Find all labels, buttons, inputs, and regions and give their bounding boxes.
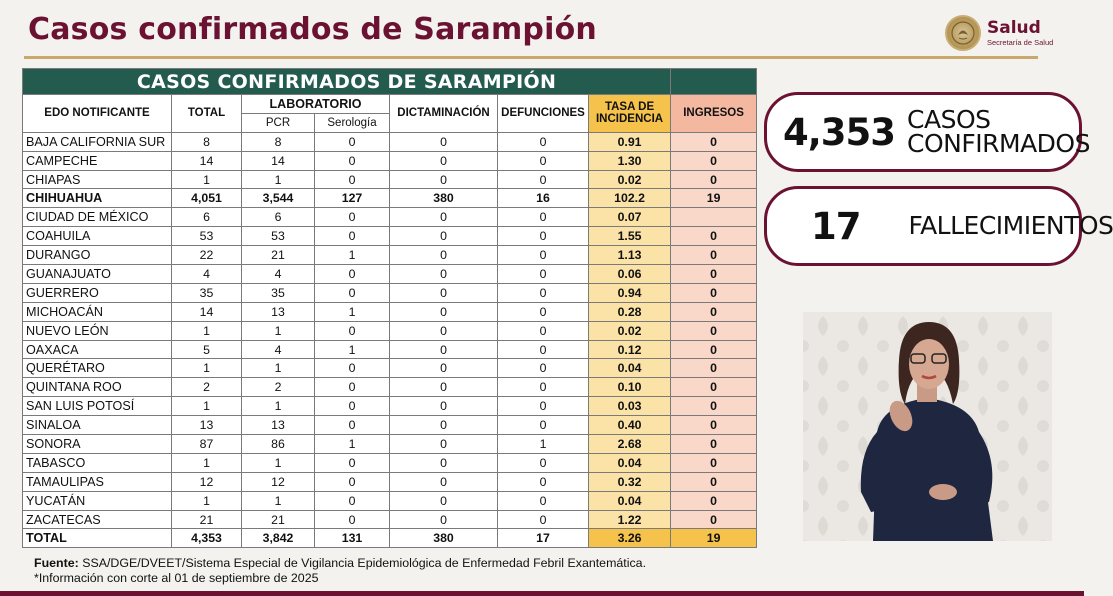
cell-pcr: 4 [242, 265, 315, 284]
cell-edo: QUINTANA ROO [23, 378, 172, 397]
cell-pcr: 53 [242, 227, 315, 246]
table-row [23, 265, 757, 284]
cell-pcr: 21 [242, 246, 315, 265]
cell-dictaminacion: 0 [390, 378, 498, 397]
cell-defunciones: 0 [498, 208, 589, 227]
col-header-serologia: Serología [315, 113, 390, 132]
cell-edo: GUERRERO [23, 283, 172, 302]
cell-defunciones: 0 [498, 170, 589, 189]
cell-defunciones: 0 [498, 359, 589, 378]
col-header-defunciones: DEFUNCIONES [498, 95, 589, 133]
cell-serologia: 0 [315, 378, 390, 397]
cell-dictaminacion: 0 [390, 397, 498, 416]
cell-ingresos: 0 [671, 397, 757, 416]
cell-tasa: 0.02 [589, 321, 671, 340]
cell-total: 12 [172, 472, 242, 491]
cell-total: 14 [172, 302, 242, 321]
cell-tasa: 0.07 [589, 208, 671, 227]
table-total-row [23, 529, 757, 548]
table-row [23, 208, 757, 227]
cell-pcr: 3,544 [242, 189, 315, 208]
cell-dictaminacion: 0 [390, 340, 498, 359]
cell-tasa: 0.04 [589, 359, 671, 378]
cell-defunciones: 0 [498, 472, 589, 491]
logo-subtitle: Secretaría de Salud [987, 37, 1054, 47]
cell-total: 4 [172, 265, 242, 284]
deaths-card [764, 186, 1113, 266]
cell-tasa: 0.40 [589, 416, 671, 435]
cell-tasa: 0.02 [589, 170, 671, 189]
cell-defunciones: 0 [498, 283, 589, 302]
confirmed-cases-number: 4,353 [783, 110, 896, 154]
cell-serologia: 0 [315, 416, 390, 435]
source-label: Fuente: [34, 556, 79, 570]
cell-tasa: 0.04 [589, 453, 671, 472]
cell-serologia: 0 [315, 491, 390, 510]
cell-serologia: 0 [315, 453, 390, 472]
cell-ingresos: 0 [671, 321, 757, 340]
cell-ingresos: 0 [671, 359, 757, 378]
cell-serologia: 0 [315, 472, 390, 491]
table-row [23, 378, 757, 397]
sign-language-interpreter-video [803, 312, 1052, 541]
cell-ingresos: 0 [671, 435, 757, 454]
table-row [23, 151, 757, 170]
cell-defunciones: 0 [498, 246, 589, 265]
cell-pcr: 4 [242, 340, 315, 359]
table-row [23, 510, 757, 529]
cell-pcr: 2 [242, 378, 315, 397]
page-title: Casos confirmados de Sarampión [28, 12, 597, 47]
table-row [23, 416, 757, 435]
source-line [34, 556, 646, 571]
cell-edo: YUCATÁN [23, 491, 172, 510]
cell-ingresos: 0 [671, 170, 757, 189]
cell-ingresos: 0 [671, 472, 757, 491]
cell-total: 22 [172, 246, 242, 265]
interpreter-image [803, 312, 1052, 541]
cell-pcr: 1 [242, 359, 315, 378]
cell-tasa: 0.28 [589, 302, 671, 321]
cell-total: 1 [172, 397, 242, 416]
cell-edo: NUEVO LEÓN [23, 321, 172, 340]
cell-dictaminacion: 0 [390, 151, 498, 170]
cell-defunciones: 0 [498, 453, 589, 472]
table-row [23, 472, 757, 491]
cell-total: 21 [172, 510, 242, 529]
cell-pcr: 1 [242, 491, 315, 510]
cell-ingresos: 0 [671, 151, 757, 170]
cell-tasa: 0.04 [589, 491, 671, 510]
confirmed-cases-label [907, 104, 1090, 158]
cell-defunciones: 0 [498, 302, 589, 321]
table-row [23, 453, 757, 472]
cell-edo: CHIAPAS [23, 170, 172, 189]
cell-serologia: 0 [315, 510, 390, 529]
table-row [23, 397, 757, 416]
cell-ingresos: 0 [671, 453, 757, 472]
cell-pcr: 21 [242, 510, 315, 529]
cell-defunciones: 0 [498, 378, 589, 397]
logo-name: Salud [987, 17, 1041, 38]
band-spacer [671, 69, 757, 95]
cell-defunciones: 0 [498, 491, 589, 510]
cell-edo: QUERÉTARO [23, 359, 172, 378]
cell-tasa: 0.94 [589, 283, 671, 302]
cell-pcr: 3,842 [242, 529, 315, 548]
cell-edo: CIUDAD DE MÉXICO [23, 208, 172, 227]
cell-dictaminacion: 0 [390, 321, 498, 340]
cell-serologia: 0 [315, 151, 390, 170]
cell-pcr: 8 [242, 132, 315, 151]
cell-edo: TAMAULIPAS [23, 472, 172, 491]
cell-total: 1 [172, 359, 242, 378]
cell-dictaminacion: 0 [390, 453, 498, 472]
table-row [23, 340, 757, 359]
cell-defunciones: 0 [498, 227, 589, 246]
cell-dictaminacion: 0 [390, 227, 498, 246]
cell-total: 13 [172, 416, 242, 435]
cell-pcr: 6 [242, 208, 315, 227]
cell-tasa: 1.55 [589, 227, 671, 246]
cell-serologia: 0 [315, 321, 390, 340]
cell-pcr: 13 [242, 302, 315, 321]
cell-serologia: 0 [315, 397, 390, 416]
cell-tasa: 0.10 [589, 378, 671, 397]
table-row [23, 302, 757, 321]
cell-ingresos: 0 [671, 378, 757, 397]
cell-serologia: 1 [315, 246, 390, 265]
deaths-label: FALLECIMIENTOS [908, 210, 1113, 240]
cell-serologia: 0 [315, 132, 390, 151]
cell-tasa: 1.22 [589, 510, 671, 529]
cell-defunciones: 0 [498, 340, 589, 359]
cell-dictaminacion: 0 [390, 302, 498, 321]
cell-ingresos: 0 [671, 491, 757, 510]
col-header-laboratorio: LABORATORIO [242, 95, 390, 114]
cell-tasa: 1.30 [589, 151, 671, 170]
cell-total: 87 [172, 435, 242, 454]
cell-edo: DURANGO [23, 246, 172, 265]
cell-total: 1 [172, 170, 242, 189]
cell-pcr: 35 [242, 283, 315, 302]
cell-dictaminacion: 0 [390, 416, 498, 435]
cell-serologia: 0 [315, 359, 390, 378]
cell-ingresos: 0 [671, 265, 757, 284]
cutoff-note: *Información con corte al 01 de septiembre de 2025 [34, 571, 319, 585]
table-row [23, 227, 757, 246]
cell-serologia: 0 [315, 283, 390, 302]
confirmed-cases-card [764, 92, 1090, 172]
cell-dictaminacion: 0 [390, 132, 498, 151]
confirmed-cases-label-line2: CONFIRMADOS [907, 129, 1090, 158]
cell-serologia: 0 [315, 265, 390, 284]
cell-defunciones: 17 [498, 529, 589, 548]
cell-total: 5 [172, 340, 242, 359]
table-row [23, 491, 757, 510]
table-row [23, 359, 757, 378]
cell-defunciones: 0 [498, 321, 589, 340]
cell-defunciones: 0 [498, 265, 589, 284]
table-row [23, 283, 757, 302]
cell-tasa: 0.91 [589, 132, 671, 151]
eagle-emblem-icon [950, 20, 976, 46]
col-header-dictaminacion: DICTAMINACIÓN [390, 95, 498, 133]
cell-dictaminacion: 0 [390, 510, 498, 529]
deaths-number: 17 [811, 204, 861, 248]
cell-tasa: 0.12 [589, 340, 671, 359]
cell-ingresos: 0 [671, 416, 757, 435]
table-row [23, 189, 757, 208]
cell-total: 6 [172, 208, 242, 227]
col-header-tasa [589, 95, 671, 133]
cell-total: 4,051 [172, 189, 242, 208]
cell-edo: CHIHUAHUA [23, 189, 172, 208]
table-row [23, 170, 757, 189]
cell-dictaminacion: 0 [390, 170, 498, 189]
title-divider [24, 56, 1038, 59]
cell-defunciones: 0 [498, 151, 589, 170]
table-row [23, 321, 757, 340]
cell-edo: TOTAL [23, 529, 172, 548]
cell-ingresos: 0 [671, 227, 757, 246]
cell-dictaminacion: 0 [390, 359, 498, 378]
cell-edo: MICHOACÁN [23, 302, 172, 321]
cell-tasa: 0.03 [589, 397, 671, 416]
col-header-ingresos: INGRESOS [671, 95, 757, 133]
col-header-total: TOTAL [172, 95, 242, 133]
cell-ingresos: 19 [671, 529, 757, 548]
cell-total: 1 [172, 321, 242, 340]
col-header-edo: EDO NOTIFICANTE [23, 95, 172, 133]
cell-defunciones: 0 [498, 397, 589, 416]
cell-ingresos [671, 208, 757, 227]
cell-total: 8 [172, 132, 242, 151]
cell-dictaminacion: 0 [390, 208, 498, 227]
cell-dictaminacion: 380 [390, 529, 498, 548]
cell-edo: SAN LUIS POTOSÍ [23, 397, 172, 416]
cell-defunciones: 16 [498, 189, 589, 208]
cell-dictaminacion: 0 [390, 472, 498, 491]
cell-serologia: 0 [315, 227, 390, 246]
salud-seal-icon [945, 15, 981, 51]
cell-pcr: 86 [242, 435, 315, 454]
table-row [23, 132, 757, 151]
cell-total: 14 [172, 151, 242, 170]
cell-dictaminacion: 0 [390, 283, 498, 302]
cell-total: 4,353 [172, 529, 242, 548]
cell-total: 2 [172, 378, 242, 397]
cell-dictaminacion: 0 [390, 491, 498, 510]
cell-ingresos: 0 [671, 340, 757, 359]
cell-pcr: 13 [242, 416, 315, 435]
cell-pcr: 1 [242, 453, 315, 472]
tasa-header-line1: TASA DE [604, 101, 655, 114]
col-header-pcr: PCR [242, 113, 315, 132]
cell-dictaminacion: 0 [390, 265, 498, 284]
cell-edo: TABASCO [23, 453, 172, 472]
cell-defunciones: 0 [498, 132, 589, 151]
cell-ingresos: 0 [671, 246, 757, 265]
cell-tasa: 2.68 [589, 435, 671, 454]
cell-pcr: 1 [242, 170, 315, 189]
cell-defunciones: 1 [498, 435, 589, 454]
footer [34, 556, 646, 586]
cases-table-container [22, 68, 756, 548]
cell-serologia: 0 [315, 208, 390, 227]
table-row [23, 435, 757, 454]
cell-dictaminacion: 0 [390, 435, 498, 454]
cell-dictaminacion: 0 [390, 246, 498, 265]
cell-ingresos: 0 [671, 510, 757, 529]
table-band-title: CASOS CONFIRMADOS DE SARAMPIÓN [23, 69, 671, 95]
cell-total: 1 [172, 453, 242, 472]
cell-tasa: 102.2 [589, 189, 671, 208]
cell-edo: COAHUILA [23, 227, 172, 246]
cell-total: 35 [172, 283, 242, 302]
cell-tasa: 3.26 [589, 529, 671, 548]
cell-pcr: 12 [242, 472, 315, 491]
cell-pcr: 1 [242, 397, 315, 416]
cell-ingresos: 0 [671, 302, 757, 321]
cell-ingresos: 0 [671, 283, 757, 302]
cell-serologia: 127 [315, 189, 390, 208]
cell-ingresos: 19 [671, 189, 757, 208]
cell-serologia: 0 [315, 170, 390, 189]
cell-edo: SONORA [23, 435, 172, 454]
cell-serologia: 1 [315, 435, 390, 454]
cell-serologia: 131 [315, 529, 390, 548]
cell-edo: CAMPECHE [23, 151, 172, 170]
source-text: SSA/DGE/DVEET/Sistema Especial de Vigilancia Epidemiológica de Enfermedad Febril Exantemática. [78, 556, 647, 570]
cell-total: 53 [172, 227, 242, 246]
cell-defunciones: 0 [498, 416, 589, 435]
cell-pcr: 1 [242, 321, 315, 340]
cell-tasa: 0.32 [589, 472, 671, 491]
cases-table [22, 68, 757, 548]
cell-edo: OAXACA [23, 340, 172, 359]
cell-serologia: 1 [315, 340, 390, 359]
cell-total: 1 [172, 491, 242, 510]
table-row [23, 246, 757, 265]
cell-pcr: 14 [242, 151, 315, 170]
cell-edo: GUANAJUATO [23, 265, 172, 284]
cell-tasa: 0.06 [589, 265, 671, 284]
table-body [23, 132, 757, 548]
cell-ingresos: 0 [671, 132, 757, 151]
tasa-header-line2: INCIDENCIA [595, 113, 664, 126]
confirmed-cases-label-line1: CASOS [907, 104, 991, 134]
cell-edo: BAJA CALIFORNIA SUR [23, 132, 172, 151]
cell-defunciones: 0 [498, 510, 589, 529]
salud-logo [945, 14, 1065, 52]
cell-dictaminacion: 380 [390, 189, 498, 208]
cell-tasa: 1.13 [589, 246, 671, 265]
cell-edo: SINALOA [23, 416, 172, 435]
cell-edo: ZACATECAS [23, 510, 172, 529]
bottom-brand-bar [0, 591, 1084, 596]
cell-serologia: 1 [315, 302, 390, 321]
